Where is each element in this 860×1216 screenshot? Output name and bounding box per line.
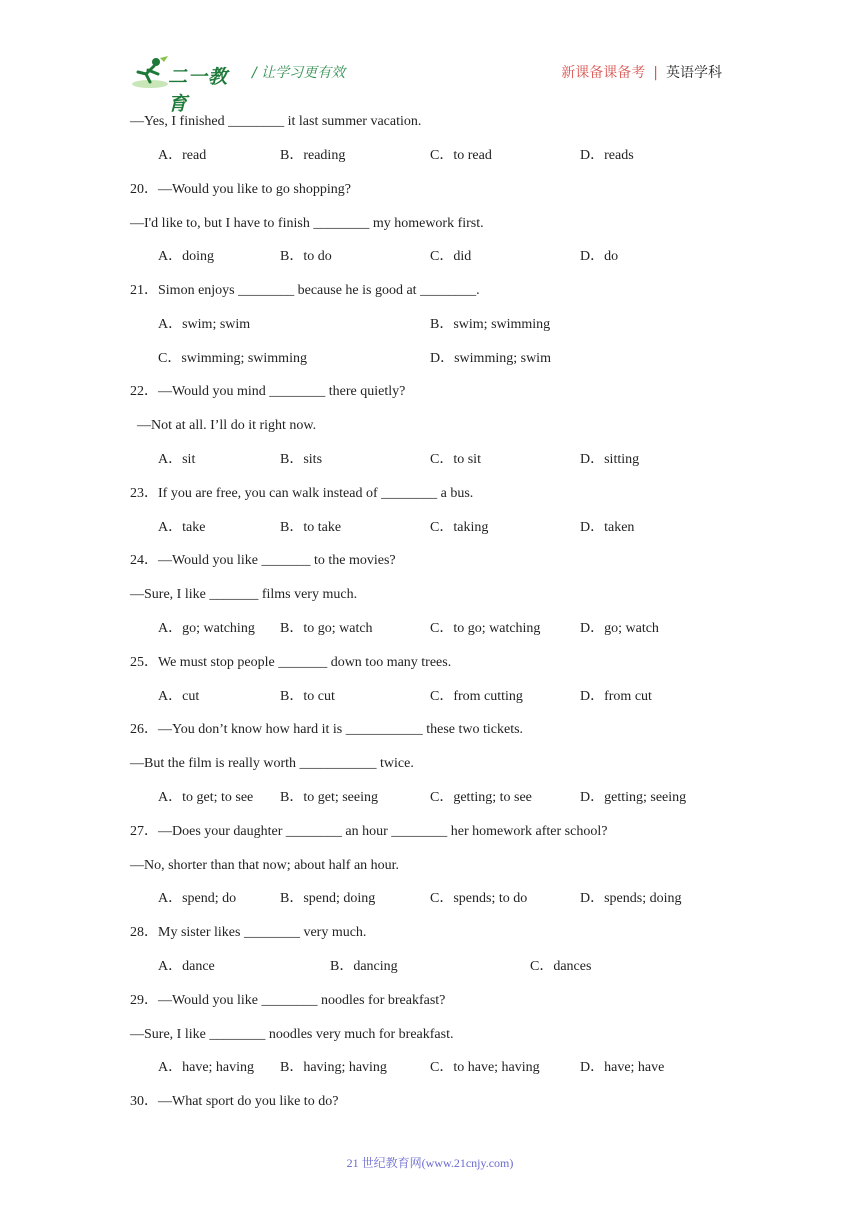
- header-right: [561, 62, 722, 82]
- question-line: —No, shorter than that now; about half an hour.: [130, 858, 400, 873]
- option-a: A．have; having: [158, 1060, 255, 1075]
- option-d: D．sitting: [580, 452, 640, 467]
- question-line: 26．—You don’t know how hard it is ___________ these two tickets.: [130, 722, 524, 737]
- question-line: 24．—Would you like _______ to the movies?: [130, 553, 396, 568]
- option-d: D．have; have: [580, 1060, 665, 1075]
- option-b: B．swim; swimming: [430, 317, 551, 332]
- question-line: —But the film is really worth ___________ twice.: [130, 756, 414, 771]
- option-d: D．taken: [580, 520, 635, 535]
- option-b: B．to get; seeing: [280, 790, 378, 805]
- option-c: C．to sit: [430, 452, 481, 467]
- option-b: B．to cut: [280, 689, 335, 704]
- option-a: A．to get; to see: [158, 790, 254, 805]
- header-separator: |: [653, 65, 658, 81]
- option-d: D．swimming; swim: [430, 351, 551, 366]
- question-line: 29．—Would you like ________ noodles for breakfast?: [130, 993, 446, 1008]
- option-c: C．dances: [530, 959, 592, 974]
- option-a: A．go; watching: [158, 621, 255, 636]
- page-header: [130, 56, 730, 115]
- option-d: D．spends; doing: [580, 891, 682, 906]
- question-line: 27．—Does your daughter ________ an hour ________ her homework after school?: [130, 824, 608, 839]
- runner-logo-icon: [130, 56, 170, 90]
- option-a: A．dance: [158, 959, 215, 974]
- question-line: —Sure, I like _______ films very much.: [130, 587, 358, 602]
- option-b: B．to take: [280, 520, 342, 535]
- question-line: 22．—Would you mind ________ there quietly?: [130, 384, 406, 399]
- question-line: —Not at all. I’ll do it right now.: [137, 418, 317, 433]
- option-b: B．sits: [280, 452, 323, 467]
- option-a: A．cut: [158, 689, 200, 704]
- header-slogan: / 让学习更有效: [252, 65, 346, 81]
- question-line: 30．—What sport do you like to do?: [130, 1094, 339, 1109]
- option-c: C．did: [430, 249, 472, 264]
- question-line: 23．If you are free, you can walk instead of ________ a bus.: [130, 486, 474, 501]
- option-d: D．do: [580, 249, 619, 264]
- option-c: C．from cutting: [430, 689, 523, 704]
- option-b: B．to do: [280, 249, 332, 264]
- logo-text: 二一教育: [168, 66, 229, 115]
- option-a: A．spend; do: [158, 891, 237, 906]
- question-line: 25．We must stop people _______ down too many trees.: [130, 655, 452, 670]
- option-b: B．having; having: [280, 1060, 387, 1075]
- option-c: C．spends; to do: [430, 891, 528, 906]
- option-c: C．taking: [430, 520, 489, 535]
- header-course-label: 新课备课备考: [561, 65, 646, 81]
- option-b: B．to go; watch: [280, 621, 373, 636]
- option-b: B．dancing: [330, 959, 398, 974]
- option-d: D．getting; seeing: [580, 790, 687, 805]
- question-line: 28．My sister likes ________ very much.: [130, 925, 367, 940]
- option-a: A．read: [158, 148, 207, 163]
- option-c: C．swimming; swimming: [158, 351, 307, 366]
- option-d: D．go; watch: [580, 621, 659, 636]
- option-b: B．spend; doing: [280, 891, 376, 906]
- page-footer: 21 世纪教育网(www.21cnjy.com): [346, 1156, 514, 1170]
- option-b: B．reading: [280, 148, 346, 163]
- option-a: A．doing: [158, 249, 214, 264]
- option-c: C．to have; having: [430, 1060, 540, 1075]
- option-a: A．take: [158, 520, 206, 535]
- question-line: 20．—Would you like to go shopping?: [130, 182, 351, 197]
- header-subject-label: 英语学科: [666, 65, 722, 81]
- logo: [130, 56, 240, 115]
- question-line: —Sure, I like ________ noodles very much for breakfast.: [130, 1027, 454, 1042]
- option-c: C．to read: [430, 148, 492, 163]
- option-d: D．from cut: [580, 689, 652, 704]
- option-c: C．getting; to see: [430, 790, 532, 805]
- question-line: —I'd like to, but I have to finish ________ my homework first.: [130, 216, 484, 231]
- question-line: —Yes, I finished ________ it last summer vacation.: [130, 114, 422, 129]
- option-c: C．to go; watching: [430, 621, 541, 636]
- option-a: A．sit: [158, 452, 196, 467]
- option-a: A．swim; swim: [158, 317, 251, 332]
- question-line: 21．Simon enjoys ________ because he is good at ________.: [130, 283, 480, 298]
- option-d: D．reads: [580, 148, 634, 163]
